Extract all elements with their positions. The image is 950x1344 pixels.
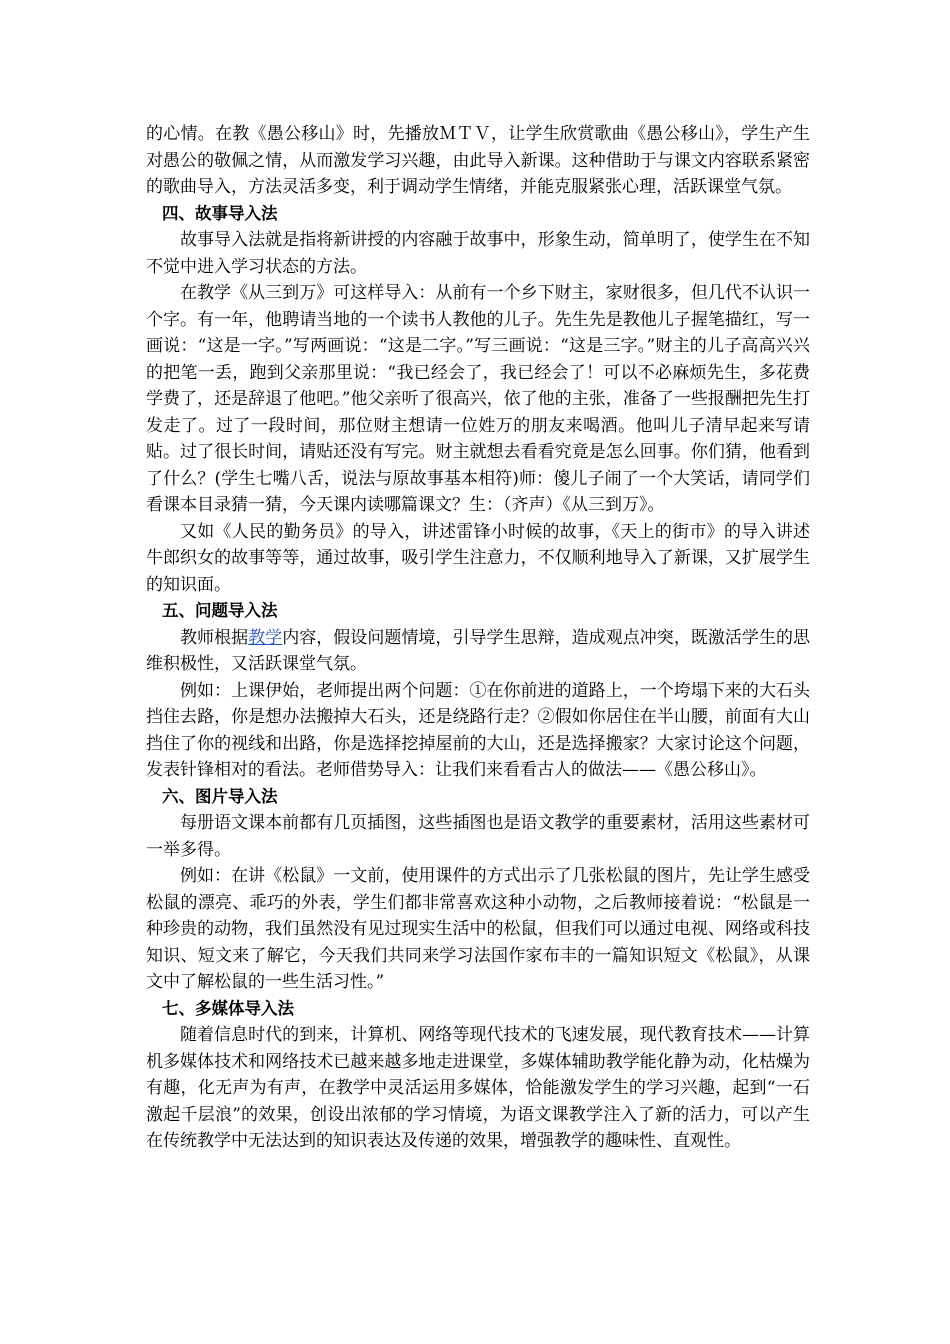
paragraph-question-definition xyxy=(146,625,810,678)
paragraph-picture-example: 例如：在讲《松鼠》一文前，使用课件的方式出示了几张松鼠的图片，先让学生感受松鼠的漂亮、乖巧的外表，学生们都非常喜欢这种小动物，之后教师接着说：“松鼠是一种珍贵的动物，我们虽然没有见过现实生活中的松鼠，但我们可以通过电视、网络或科技知识、短文来了解它，今天我们共同来学习法国作家布丰的一篇知识短文《松鼠》，从课文中了解松鼠的一些生活习性。” xyxy=(146,866,810,992)
paragraph-picture-definition: 每册语文课本前都有几页插图，这些插图也是语文教学的重要素材，活用这些素材可一举多得。 xyxy=(146,813,810,860)
paragraph-question-example: 例如：上课伊始，老师提出两个问题：①在你前进的道路上，一个垮塌下来的大石头挡住去路，你是想办法搬掉大石头，还是绕路行走？②假如你居住在半山腰，前面有大山挡住了你的视线和出路，你是选择挖掉屋前的大山，还是选择搬家？大家讨论这个问题，发表针锋相对的看法。老师借势导入：让我们来看看古人的做法——《愚公移山》。 xyxy=(146,680,810,780)
section-heading-picture: 六、图片导入法 xyxy=(162,786,278,806)
teaching-link[interactable]: 教学 xyxy=(248,627,283,648)
paragraph-story-definition: 故事导入法就是指将新讲授的内容融于故事中，形象生动，简单明了，使学生在不知不觉中进入学习状态的方法。 xyxy=(146,230,810,277)
paragraph-song-intro: 的心情。在教《愚公移山》时，先播放ＭＴＶ，让学生欣赏歌曲《愚公移山》，学生产生对愚公的敬佩之情，从而激发学习兴趣，由此导入新课。这种借助于与课文内容联系紧密的歌曲导入，方法灵活多变，利于调动学生情绪，并能克服紧张心理，活跃课堂气氛。 xyxy=(146,124,810,197)
text-segment: 教师根据 xyxy=(180,627,249,648)
section-heading-story: 四、故事导入法 xyxy=(162,203,278,223)
paragraph-story-more: 又如《人民的勤务员》的导入，讲述雷锋小时候的故事，《天上的街市》的导入讲述牛郎织女的故事等等，通过故事，吸引学生注意力，不仅顺利地导入了新课，又扩展学生的知识面。 xyxy=(146,521,810,595)
paragraph-multimedia: 随着信息时代的到来，计算机、网络等现代技术的飞速发展，现代教育技术——计算机多媒体技术和网络技术已越来越多地走进课堂，多媒体辅助教学能化静为动，化枯燥为有趣，化无声为有声，在教学中灵活运用多媒体，恰能激发学生的学习兴趣，起到“一石激起千层浪”的效果，创设出浓郁的学习情境，为语文课教学注入了新的活力，可以产生在传统教学中无法达到的知识表达及传递的效果，增强教学的趣味性、直观性。 xyxy=(146,1025,810,1151)
paragraph-story-example: 在教学《从三到万》可这样导入：从前有一个乡下财主，家财很多，但几代不认识一个字。有一年，他聘请当地的一个读书人教他的儿子。先生先是教他儿子握笔描红，写一画说：“这是一字。”写两画说：“这是二字。”写三画说：“这是三字。”财主的儿子高高兴兴的把笔一丢，跑到父亲那里说：“我已经会了，我已经会了！可以不必麻烦先生，多花费学费了，还是辞退了他吧。”他父亲听了很高兴，依了他的主张，准备了一些报酬把先生打发走了。过了一段时间，那位财主想请一位姓万的朋友来喝酒。他叫儿子清早起来写请贴。过了很长时间，请贴还没有写完。财主就想去看看究竟是怎么回事。你们猜，他看到了什么？(学生七嘴八舌，说法与原故事基本相符)师：傻儿子闹了一个大笑话，请同学们看课本目录猜一猜，今天课内读哪篇课文？生：（齐声）《从三到万》。 xyxy=(146,283,810,515)
document-body xyxy=(146,121,810,1155)
section-heading-question: 五、问题导入法 xyxy=(162,601,278,620)
section-heading-multimedia: 七、多媒体导入法 xyxy=(162,998,294,1018)
text-segment: 内容，假设问题情境，引导学生思辩，造成观点冲突，既激活学生的思维积极性，又活跃课堂气氛。 xyxy=(146,627,811,674)
